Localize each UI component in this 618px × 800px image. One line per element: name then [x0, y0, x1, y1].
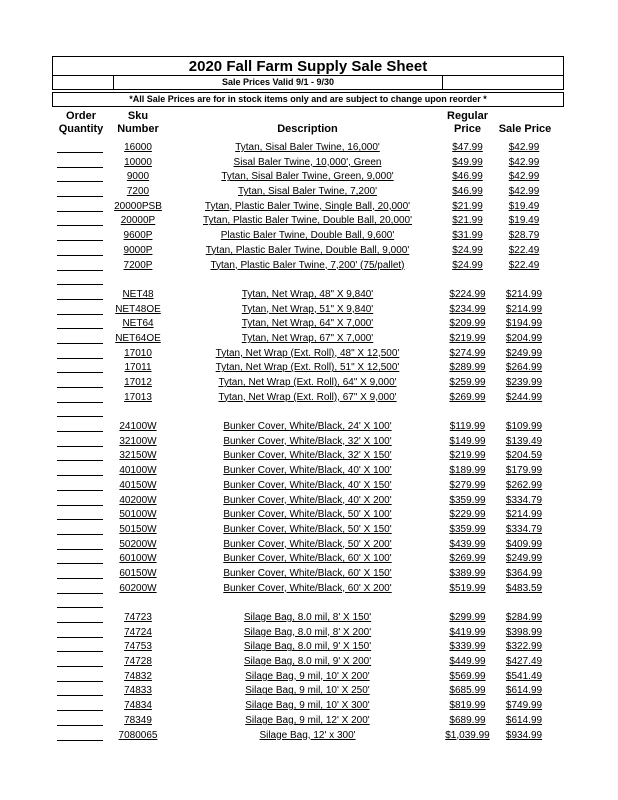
- order-quantity-blank[interactable]: [57, 505, 103, 506]
- table-row: [0, 185, 618, 200]
- table-row: [0, 449, 618, 464]
- order-quantity-blank[interactable]: [57, 695, 103, 696]
- order-quantity-blank[interactable]: [57, 740, 103, 741]
- description-cell: Silage Bag, 12' x 300': [259, 729, 356, 741]
- order-quantity-blank[interactable]: [57, 255, 103, 256]
- regular-price-cell: $31.99: [452, 230, 483, 242]
- description-cell: Bunker Cover, White/Black, 32' X 100': [223, 435, 392, 447]
- order-quantity-blank[interactable]: [57, 607, 103, 608]
- sale-price-cell: $204.99: [505, 332, 543, 344]
- order-quantity-blank[interactable]: [57, 460, 103, 461]
- table-row: [0, 552, 618, 567]
- sheet-title: 2020 Fall Farm Supply Sale Sheet: [52, 56, 564, 76]
- table-row: [0, 567, 618, 582]
- description-cell: Tytan, Plastic Baler Twine, Single Ball, 20,000': [204, 200, 411, 212]
- description-cell: Silage Bag, 9 mil, 10' X 250': [245, 685, 370, 697]
- sale-price-cell: $42.99: [508, 142, 540, 153]
- sale-price-cell: $19.49: [508, 200, 540, 212]
- description-cell: Silage Bag, 9 mil, 12' X 200': [245, 714, 370, 726]
- sku-cell: 74832: [124, 670, 152, 682]
- order-quantity-blank[interactable]: [57, 578, 103, 579]
- description-cell: Tytan, Net Wrap, 64" X 7,000': [241, 318, 374, 330]
- valid-dates-text: Sale Prices Valid 9/1 - 9/30: [221, 77, 335, 87]
- description-cell: Bunker Cover, White/Black, 40' X 100': [223, 465, 392, 477]
- sale-price-cell: $204.59: [505, 450, 543, 462]
- sku-cell: 10000: [124, 156, 152, 168]
- order-quantity-blank[interactable]: [57, 681, 103, 682]
- sale-price-cell: $22.49: [508, 244, 540, 256]
- description-cell: Bunker Cover, White/Black, 60' X 100': [223, 553, 392, 565]
- description-cell: Tytan, Net Wrap, 67" X 7,000': [241, 332, 374, 344]
- sku-cell: NET48: [122, 288, 154, 300]
- regular-price-cell: $689.99: [449, 714, 486, 726]
- description-cell: Silage Bag, 9 mil, 10' X 300': [245, 700, 370, 712]
- table-row: [0, 626, 618, 641]
- regular-price-cell: $21.99: [452, 215, 483, 227]
- description-cell: Tytan, Net Wrap (Ext. Roll), 64" X 9,000': [218, 377, 397, 388]
- table-row: [0, 317, 618, 332]
- regular-price-cell: $269.99: [449, 553, 486, 565]
- valid-dates-row: [52, 75, 564, 90]
- table-row: [0, 156, 618, 171]
- sale-price-cell: $262.99: [505, 479, 543, 491]
- table-row: [0, 655, 618, 670]
- header-sale-price: Sale Price: [498, 123, 552, 135]
- sale-price-cell: $934.99: [505, 729, 543, 741]
- regular-price-cell: $519.99: [449, 582, 486, 594]
- regular-price-cell: $209.99: [449, 318, 486, 330]
- sku-cell: 74753: [124, 641, 152, 653]
- description-cell: Tytan, Plastic Baler Twine, Double Ball, 20,000': [202, 215, 413, 227]
- table-row: [0, 729, 618, 744]
- description-cell: Tytan, Plastic Baler Twine, 7,200' (75/pallet): [210, 259, 405, 271]
- regular-price-cell: $819.99: [449, 700, 486, 712]
- order-quantity-blank[interactable]: [57, 431, 103, 432]
- header-regular-line2: Price: [454, 123, 481, 135]
- description-cell: Bunker Cover, White/Black, 32' X 150': [223, 450, 392, 462]
- sku-cell: 60200W: [119, 582, 157, 594]
- order-quantity-blank[interactable]: [57, 328, 103, 329]
- header-order-line1: Order: [66, 110, 96, 122]
- sku-cell: 74834: [124, 700, 152, 712]
- header-regular-price: [440, 110, 495, 136]
- header-sku-line1: Sku: [127, 110, 149, 122]
- table-row: [0, 611, 618, 626]
- order-quantity-blank[interactable]: [57, 725, 103, 726]
- table-row: [0, 332, 618, 347]
- description-cell: Tytan, Plastic Baler Twine, Double Ball, 9,000': [205, 244, 410, 256]
- sale-price-cell: $42.99: [508, 171, 540, 183]
- table-row: [0, 214, 618, 229]
- regular-price-cell: $149.99: [449, 435, 486, 447]
- order-quantity-blank[interactable]: [57, 490, 103, 491]
- sku-cell: 7200P: [123, 259, 153, 271]
- table-row: [0, 508, 618, 523]
- sale-price-cell: $249.99: [505, 553, 543, 565]
- table-row: [0, 288, 618, 303]
- table-row: [0, 464, 618, 479]
- sale-price-cell: $483.59: [505, 582, 543, 594]
- regular-price-cell: $224.99: [449, 288, 486, 300]
- sale-price-cell: $19.49: [508, 215, 540, 227]
- sale-price-cell: $42.99: [508, 186, 540, 198]
- sale-price-cell: $28.79: [508, 230, 540, 242]
- regular-price-cell: $49.99: [452, 156, 483, 168]
- table-row: [0, 435, 618, 450]
- table-row: [0, 229, 618, 244]
- regular-price-cell: $47.99: [452, 142, 483, 153]
- regular-price-cell: $569.99: [449, 670, 486, 682]
- regular-price-cell: $439.99: [449, 538, 486, 550]
- sale-price-cell: $214.99: [505, 303, 543, 315]
- table-row: [0, 538, 618, 553]
- description-cell: Tytan, Sisal Baler Twine, 16,000': [235, 142, 380, 153]
- sale-price-cell: $409.99: [505, 538, 543, 550]
- description-cell: Bunker Cover, White/Black, 50' X 150': [223, 523, 392, 535]
- order-quantity-blank[interactable]: [57, 196, 103, 197]
- table-row: [0, 141, 618, 156]
- sale-price-cell: $239.99: [505, 377, 543, 388]
- sku-cell: 9000P: [123, 244, 153, 256]
- sku-cell: 17012: [124, 377, 152, 388]
- table-row: [0, 391, 618, 406]
- order-quantity-blank[interactable]: [57, 563, 103, 564]
- sku-cell: 7200: [126, 186, 150, 198]
- regular-price-cell: $46.99: [452, 171, 483, 183]
- sale-price-cell: $22.49: [508, 259, 540, 271]
- table-row: [0, 479, 618, 494]
- order-quantity-blank[interactable]: [57, 240, 103, 241]
- sale-price-cell: $249.99: [505, 347, 543, 359]
- order-quantity-blank[interactable]: [57, 666, 103, 667]
- table-row: [0, 273, 618, 288]
- order-quantity-blank[interactable]: [57, 372, 103, 373]
- sale-price-cell: $284.99: [505, 612, 543, 623]
- regular-price-cell: $119.99: [449, 421, 486, 433]
- sku-cell: 24100W: [119, 421, 157, 433]
- sale-price-cell: $42.99: [508, 156, 540, 168]
- sku-cell: 50100W: [119, 509, 157, 521]
- table-row: [0, 170, 618, 185]
- table-row: [0, 200, 618, 215]
- description-cell: Tytan, Net Wrap, 48" X 9,840': [241, 288, 374, 300]
- sku-cell: 16000: [124, 142, 152, 153]
- order-quantity-blank[interactable]: [57, 519, 103, 520]
- order-quantity-blank[interactable]: [57, 284, 103, 285]
- sale-price-cell: $749.99: [505, 700, 543, 712]
- sale-price-cell: $139.49: [505, 435, 543, 447]
- order-quantity-blank[interactable]: [57, 299, 103, 300]
- sale-price-cell: $541.49: [505, 670, 543, 682]
- regular-price-cell: $229.99: [449, 509, 486, 521]
- price-table: [0, 141, 618, 743]
- order-quantity-blank[interactable]: [57, 343, 103, 344]
- description-cell: Tytan, Net Wrap (Ext. Roll), 67" X 9,000': [218, 391, 397, 403]
- regular-price-cell: $389.99: [449, 567, 486, 579]
- table-row: [0, 596, 618, 611]
- sale-price-cell: $264.99: [505, 362, 543, 374]
- description-cell: Bunker Cover, White/Black, 40' X 150': [223, 479, 392, 491]
- table-row: [0, 303, 618, 318]
- table-row: [0, 582, 618, 597]
- description-cell: Tytan, Sisal Baler Twine, Green, 9,000': [221, 171, 394, 183]
- table-row: [0, 405, 618, 420]
- header-regular-line1: Regular: [447, 110, 488, 122]
- order-quantity-blank[interactable]: [57, 167, 103, 168]
- regular-price-cell: $339.99: [449, 641, 486, 653]
- sku-cell: 20000P: [120, 215, 156, 227]
- regular-price-cell: $259.99: [449, 377, 486, 388]
- header-order-line2: Quantity: [58, 123, 104, 135]
- valid-row-right-cell: [442, 76, 563, 89]
- header-sku-number: [110, 110, 166, 136]
- sku-cell: 40100W: [119, 465, 157, 477]
- description-cell: Tytan, Net Wrap, 51" X 9,840': [241, 303, 374, 315]
- description-cell: Plastic Baler Twine, Double Ball, 9,600': [220, 230, 395, 242]
- order-quantity-blank[interactable]: [57, 622, 103, 623]
- sku-cell: 17011: [124, 362, 152, 374]
- sale-price-cell: $179.99: [505, 465, 543, 477]
- table-row: [0, 640, 618, 655]
- regular-price-cell: $449.99: [449, 656, 486, 668]
- regular-price-cell: $419.99: [449, 626, 486, 638]
- table-row: [0, 684, 618, 699]
- header-order-quantity: [56, 110, 106, 136]
- header-description: Description: [277, 123, 338, 135]
- sale-price-cell: $614.99: [505, 685, 543, 697]
- sku-cell: 32100W: [119, 435, 157, 447]
- sku-cell: 17013: [124, 391, 152, 403]
- description-cell: Bunker Cover, White/Black, 24' X 100': [223, 421, 392, 433]
- sku-cell: 74723: [124, 612, 152, 623]
- regular-price-cell: $279.99: [449, 479, 486, 491]
- sku-cell: 9000: [126, 171, 150, 183]
- sku-cell: 32150W: [119, 450, 157, 462]
- description-cell: Silage Bag, 8.0 mil, 9' X 200': [243, 656, 372, 668]
- regular-price-cell: $274.99: [449, 347, 486, 359]
- regular-price-cell: $359.99: [449, 494, 486, 506]
- regular-price-cell: $299.99: [449, 612, 486, 623]
- table-row: [0, 259, 618, 274]
- sku-cell: 7080065: [118, 729, 158, 741]
- order-quantity-blank[interactable]: [57, 181, 103, 182]
- regular-price-cell: $46.99: [452, 186, 483, 198]
- regular-price-cell: $269.99: [449, 391, 486, 403]
- sale-price-cell: $364.99: [505, 567, 543, 579]
- regular-price-cell: $24.99: [452, 259, 483, 271]
- order-quantity-blank[interactable]: [57, 270, 103, 271]
- description-cell: Sisal Baler Twine, 10,000', Green: [233, 156, 382, 168]
- table-row: [0, 376, 618, 391]
- disclaimer-note: *All Sale Prices are for in stock items only and are subject to change upon reorder *: [52, 92, 564, 107]
- header-sku-line2: Number: [117, 123, 159, 135]
- description-cell: Silage Bag, 8.0 mil, 8' X 150': [243, 612, 372, 623]
- regular-price-cell: $685.99: [449, 685, 486, 697]
- sku-cell: NET64: [122, 318, 154, 330]
- order-quantity-blank[interactable]: [57, 402, 103, 403]
- description-cell: Bunker Cover, White/Black, 50' X 200': [223, 538, 392, 550]
- order-quantity-blank[interactable]: [57, 387, 103, 388]
- sku-cell: 60100W: [119, 553, 157, 565]
- table-row: [0, 244, 618, 259]
- sku-cell: 40200W: [119, 494, 157, 506]
- regular-price-cell: $289.99: [449, 362, 486, 374]
- regular-price-cell: $359.99: [449, 523, 486, 535]
- sku-cell: 74728: [124, 656, 152, 668]
- sale-price-cell: $398.99: [505, 626, 543, 638]
- description-cell: Silage Bag, 8.0 mil, 8' X 200': [243, 626, 372, 638]
- sale-price-cell: $614.99: [505, 714, 543, 726]
- order-quantity-blank[interactable]: [57, 637, 103, 638]
- order-quantity-blank[interactable]: [57, 475, 103, 476]
- sale-price-cell: $214.99: [505, 509, 543, 521]
- description-cell: Bunker Cover, White/Black, 40' X 200': [223, 494, 392, 506]
- description-cell: Tytan, Sisal Baler Twine, 7,200': [237, 186, 378, 198]
- table-row: [0, 699, 618, 714]
- sku-cell: 74724: [124, 626, 152, 638]
- description-cell: Silage Bag, 9 mil, 10' X 200': [245, 670, 370, 682]
- table-row: [0, 670, 618, 685]
- order-quantity-blank[interactable]: [57, 211, 103, 212]
- sku-cell: 50200W: [119, 538, 157, 550]
- description-cell: Tytan, Net Wrap (Ext. Roll), 48" X 12,500': [215, 347, 400, 359]
- order-quantity-blank[interactable]: [57, 416, 103, 417]
- regular-price-cell: $24.99: [452, 244, 483, 256]
- description-cell: Bunker Cover, White/Black, 50' X 100': [223, 509, 392, 521]
- table-row: [0, 420, 618, 435]
- sale-price-cell: $322.99: [505, 641, 543, 653]
- order-quantity-blank[interactable]: [57, 651, 103, 652]
- regular-price-cell: $219.99: [449, 332, 486, 344]
- sale-price-cell: $427.49: [505, 656, 543, 668]
- description-cell: Bunker Cover, White/Black, 60' X 200': [223, 582, 392, 594]
- order-quantity-blank[interactable]: [57, 314, 103, 315]
- valid-row-left-cell: [53, 76, 114, 89]
- sku-cell: NET64OE: [115, 332, 161, 344]
- order-quantity-blank[interactable]: [57, 593, 103, 594]
- regular-price-cell: $1,039.99: [445, 729, 490, 741]
- order-quantity-blank[interactable]: [57, 446, 103, 447]
- table-row: [0, 714, 618, 729]
- sku-cell: 17010: [124, 347, 152, 359]
- sku-cell: 74833: [124, 685, 152, 697]
- regular-price-cell: $21.99: [452, 200, 483, 212]
- description-cell: Tytan, Net Wrap (Ext. Roll), 51" X 12,500': [215, 362, 400, 374]
- sku-cell: 50150W: [119, 523, 157, 535]
- sku-cell: 9600P: [123, 230, 153, 242]
- description-cell: Bunker Cover, White/Black, 60' X 150': [223, 567, 392, 579]
- sale-price-cell: $109.99: [505, 421, 543, 433]
- table-row: [0, 347, 618, 362]
- order-quantity-blank[interactable]: [57, 710, 103, 711]
- order-quantity-blank[interactable]: [57, 225, 103, 226]
- description-cell: Silage Bag, 8.0 mil, 9' X 150': [243, 641, 372, 653]
- sale-price-cell: $334.79: [505, 494, 543, 506]
- sale-price-cell: $334.79: [505, 523, 543, 535]
- order-quantity-blank[interactable]: [57, 358, 103, 359]
- sku-cell: NET48OE: [115, 303, 161, 315]
- regular-price-cell: $219.99: [449, 450, 486, 462]
- sale-price-cell: $214.99: [505, 288, 543, 300]
- sku-cell: 40150W: [119, 479, 157, 491]
- table-row: [0, 494, 618, 509]
- order-quantity-blank[interactable]: [57, 534, 103, 535]
- regular-price-cell: $234.99: [449, 303, 486, 315]
- sku-cell: 60150W: [119, 567, 157, 579]
- sku-cell: 20000PSB: [114, 200, 162, 212]
- table-row: [0, 361, 618, 376]
- sku-cell: 78349: [124, 714, 152, 726]
- sale-price-cell: $194.99: [505, 318, 543, 330]
- order-quantity-blank[interactable]: [57, 549, 103, 550]
- sale-price-cell: $244.99: [505, 391, 543, 403]
- order-quantity-blank[interactable]: [57, 152, 103, 153]
- regular-price-cell: $189.99: [449, 465, 486, 477]
- table-row: [0, 523, 618, 538]
